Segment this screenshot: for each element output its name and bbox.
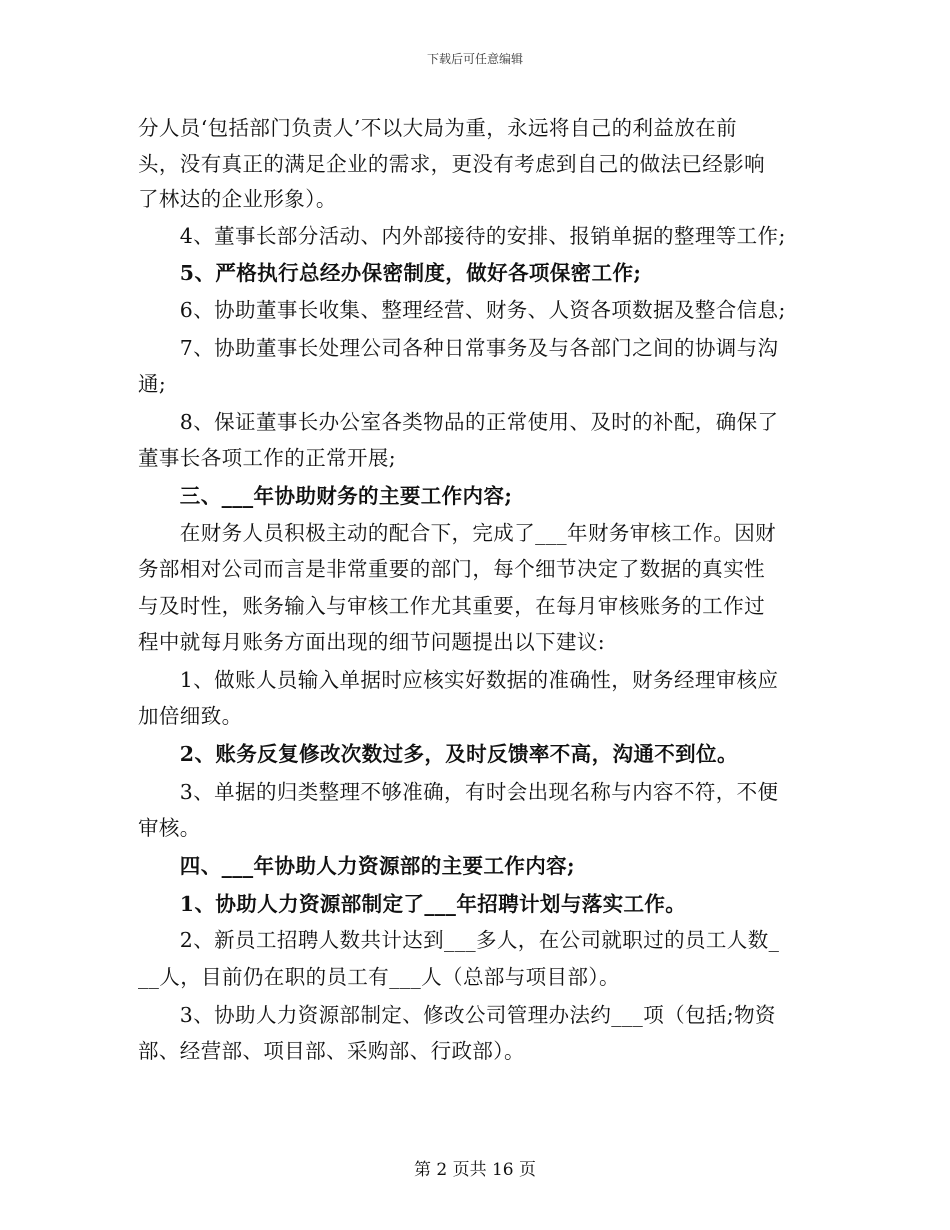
body-line: 务部相对公司而言是非常重要的部门，每个细节决定了数据的真实性	[138, 557, 765, 581]
body-line: 在财务人员积极主动的配合下，完成了___年财务审核工作。因财	[138, 521, 777, 545]
body-line: 加倍细致。	[138, 704, 243, 728]
page-number-footer: 第 2 页共 16 页	[413, 1160, 537, 1180]
section-heading: 四、___年协助人力资源部的主要工作内容;	[138, 854, 576, 878]
body-line: 分人员‘包括部门负责人’不以大局为重，永远将自己的利益放在前	[138, 116, 738, 140]
page-header: 下载后可任意编辑	[426, 52, 523, 66]
body-line: 部、经营部、项目部、采购部、行政部）。	[138, 1039, 525, 1063]
body-line: 8、保证董事长办公室各类物品的正常使用、及时的补配，确保了	[138, 410, 779, 434]
body-line: 董事长各项工作的正常开展;	[138, 446, 397, 470]
body-line: 2、账务反复修改次数过多，及时反馈率不高，沟通不到位。	[138, 742, 738, 766]
body-line: 2、新员工招聘人数共计达到___多人，在公司就职过的员工人数_	[138, 928, 780, 952]
body-line: 1、做账人员输入单据时应核实好数据的准确性，财务经理审核应	[138, 668, 779, 692]
body-line: 与及时性，账务输入与审核工作尤其重要，在每月审核账务的工作过	[138, 594, 765, 618]
body-line: 6、协助董事长收集、整理经营、财务、人资各项数据及整合信息;	[138, 298, 786, 322]
body-line: 5、严格执行总经办保密制度，做好各项保密工作;	[138, 261, 642, 285]
body-line: __人，目前仍在职的员工有___人（总部与项目部）。	[138, 965, 620, 989]
body-line: 7、协助董事长处理公司各种日常事务及与各部门之间的协调与沟	[138, 336, 779, 360]
body-line: 头，没有真正的满足企业的需求，更没有考虑到自己的做法已经影响	[138, 152, 765, 176]
body-line: 了林达的企业形象）。	[138, 187, 337, 211]
body-line: 审核。	[138, 816, 201, 840]
section-heading: 三、___年协助财务的主要工作内容;	[138, 484, 513, 508]
body-line: 3、单据的归类整理不够准确，有时会出现名称与内容不符，不便	[138, 780, 779, 804]
body-line: 通;	[138, 372, 167, 396]
body-line: 1、协助人力资源部制定了___年招聘计划与落实工作。	[138, 892, 687, 916]
body-line: 4、董事长部分活动、内外部接待的安排、报销单据的整理等工作;	[138, 224, 786, 248]
body-line: 3、协助人力资源部制定、修改公司管理办法约___项（包括;物资	[138, 1003, 776, 1027]
body-line: 程中就每月账务方面出现的细节问题提出以下建议:	[138, 630, 606, 654]
